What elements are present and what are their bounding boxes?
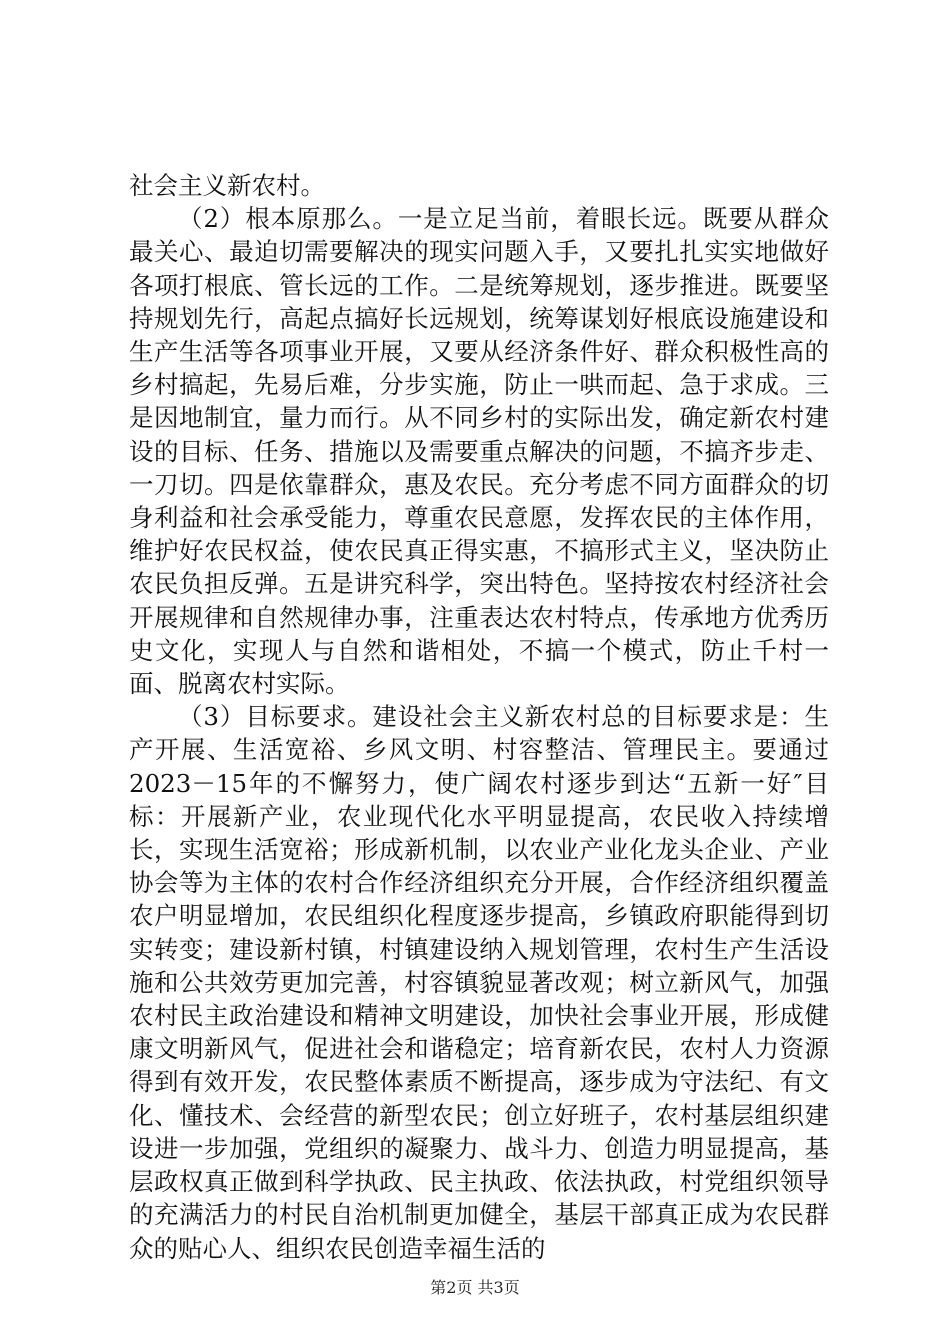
paragraph-goals: （3）目标要求。建设社会主义新农村总的目标要求是：生产开展、生活宽裕、乡风文明、村容整洁、管理民主。要通过2023－15年的不懈努力，使广阔农村逐步到达“五新一好″目标：开展新产业，农业现代化水平明显提高，农民收入持续增长，实现生活宽裕；形成新机制，以农业产业化龙头企业、产业协会等为主体的农村合作经济组织充分开展，合作经济组织覆盖农户明显增加，农民组织化程度逐步提高，乡镇政府职能得到切实转变；建设新村镇，村镇建设纳入规划管理，农村生产生活设施和公共效劳更加完善，村容镇貌显著改观；树立新风气，加强农村民主政治建设和精神文明建设，加快社会事业开展，形成健康文明新风气，促进社会和谐稳定；培育新农民，农村人力资源得到有效开发，农民整体素质不断提高，逐步成为守法纪、有文化、懂技术、会经营的新型农民；创立好班子，农村基层组织建设进一步加强，党组织的凝聚力、战斗力、创造力明显提高，基层政权真正做到科学执政、民主执政、依法执政，村党组织领导的充满活力的村民自治机制更加健全，基层干部真正成为农民群众的贴心人、组织农民创造幸福生活的 bbox=[129, 702, 829, 1263]
paragraph-principles: （2）根本原那么。一是立足当前，着眼长远。既要从群众最关心、最迫切需要解决的现实问题入手，又要扎扎实实地做好各项打根底、管长远的工作。二是统筹规划，逐步推进。既要坚持规划先行，高起点搞好长远规划，统筹谋划好根底设施建设和生产生活等各项事业开展，又要从经济条件好、群众积极性高的乡村搞起，先易后难，分步实施，防止一哄而起、急于求成。三是因地制宜，量力而行。从不同乡村的实际出发，确定新农村建设的目标、任务、措施以及需要重点解决的问题，不搞齐步走、一刀切。四是依靠群众，惠及农民。充分考虑不同方面群众的切身利益和社会承受能力，尊重农民意愿，发挥农民的主体作用，维护好农民权益，使农民真正得实惠，不搞形式主义，坚决防止农民负担反弹。五是讲究科学，突出特色。坚持按农村经济社会开展规律和自然规律办事，注重表达农村特点，传承地方优秀历史文化，实现人与自然和谐相处，不搞一个模式，防止千村一面、脱离农村实际。 bbox=[129, 204, 829, 699]
document-body bbox=[129, 169, 829, 1265]
paragraph-continuation: 社会主义新农村。 bbox=[129, 171, 325, 200]
page-footer: 第2页 共3页 bbox=[430, 1278, 520, 1297]
